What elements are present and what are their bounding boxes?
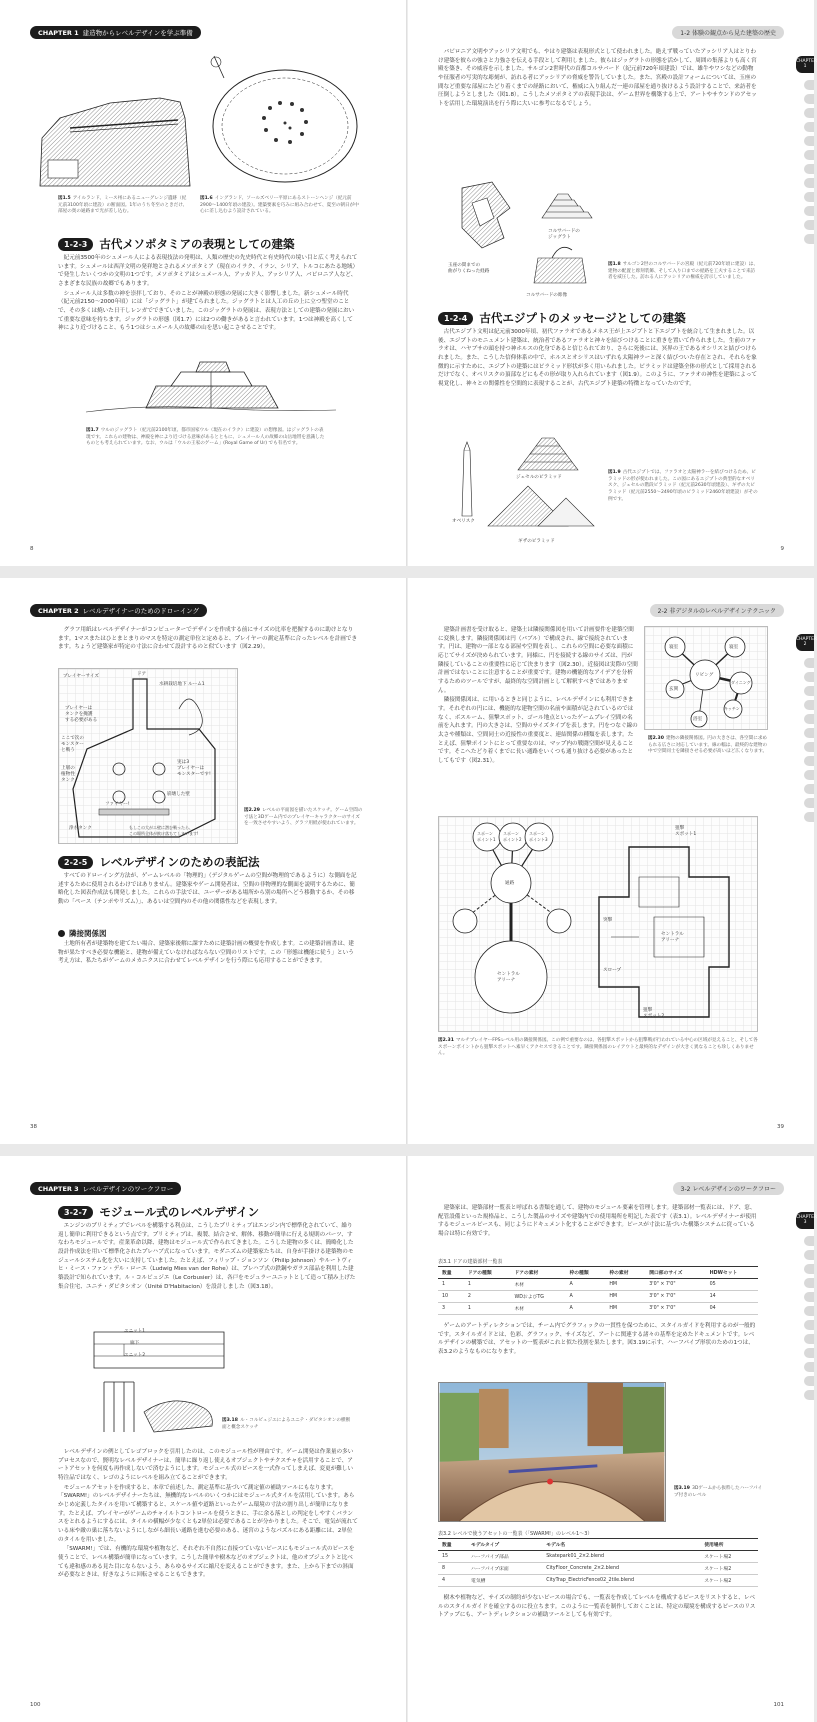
fig-2-30-node-label: ダイニング [731, 680, 751, 685]
caption-number: 図3.19 [674, 1486, 690, 1491]
body-text [438, 626, 638, 767]
table-row [438, 1279, 758, 1291]
chapter-tab[interactable]: CHAPTER 2 [796, 634, 814, 651]
fig-2-31-label: 突撃 [603, 918, 613, 923]
fig-2-30-node-label: 寝室 [729, 645, 739, 650]
table-3-1 [438, 1266, 758, 1315]
chapter-tab[interactable] [804, 672, 814, 682]
fig-2-29-sketch [58, 668, 238, 844]
page-number: 9 [780, 546, 784, 552]
caption-number: 図1.8 [608, 262, 621, 267]
paragraph: 建築計画書を受け取ると、建築士は隣接関係図を用いて計画要件を建築空間に変換します。隣接関係図は円（バブル）で構成され、線で接続されています。円は、建物の一部となる部屋や空間を表し、これらの空間に必要な面積に応じてサイズが決められています。同様に、円を接続する線のサイズは、円が隣接していることの重要性に応じて決まります（図2.30）。近接図は実際の空間計画ではないことに注意することが重要です。建物の機能的なアイデアを分析するためのツールですが、最終的な空間計画として解釈すべきではありません。 [438, 627, 638, 694]
fig-2-31-label: 通路 [505, 881, 515, 886]
chapter-tab[interactable]: CHAPTER 1 [796, 56, 814, 73]
paragraph: 土地所有者が建築物を建てたい場合、建築家後解に課すために建築計画の概要を作成します。この建築計画書は、建物が果たすべき必要な機能と、建物が備えていなければならない空間のリストです。この「形態は機能に従う」という考え方は、私たちがゲームのメカニクスに合わせてレベルデザインを行う際にも応用することができます。 [58, 941, 355, 965]
paragraph: 樹木や植物など、サイズの制約が少ないピースの場合でも、一覧表を作成してレベルを構成するピースをリストすると、レベルのスタイルガイドを確立するのに役立ちます。このように一覧表を制作しておくことは、特定の環境を構成するピースのリストアップにも、アートディレクションの補助ツールとしても有効です。 [438, 1595, 756, 1619]
fig-2-31-label: 狙撃 スポット1 [675, 826, 697, 837]
fig-3-18-illustration [84, 1322, 234, 1442]
page-number: 8 [30, 546, 34, 552]
column-header: ドアの素材 [511, 1267, 566, 1279]
chapter-tab[interactable] [804, 1236, 814, 1246]
section-title: 古代メソポタミアの表現としての建築 [99, 237, 295, 251]
table-cell: 05 [706, 1279, 758, 1291]
chapter-tab[interactable] [804, 164, 814, 174]
table-cell: CityTrap_ElectricFence02_2tile.blend [542, 1575, 700, 1587]
body-text [58, 940, 358, 967]
running-head-title: 非デジタルのレベルデザインテクニック [669, 608, 776, 615]
chapter-tab[interactable] [804, 192, 814, 202]
fig-1-7-caption [86, 428, 326, 448]
chapter-tab[interactable] [804, 742, 814, 752]
table-cell: 3'0" × 7'0" [645, 1303, 705, 1315]
column-header: 数量 [438, 1267, 464, 1279]
chapter-tab[interactable] [804, 1390, 814, 1400]
spread-3 [0, 1156, 817, 1722]
section-heading-3-2-7 [58, 1204, 259, 1220]
fig-2-31-label: 狙撃 スポット2 [643, 1008, 665, 1019]
table-cell: 3'0" × 7'0" [645, 1291, 705, 1303]
fig-2-30-node-label: 玄関 [669, 687, 679, 692]
fig-1-8-label: コルサバードの彫像 [526, 293, 568, 298]
chapter-tab[interactable] [804, 108, 814, 118]
subhead-adjacency-diagram [58, 928, 107, 939]
chapter-tab[interactable] [804, 80, 814, 90]
column-header: ドアの種類 [464, 1267, 511, 1279]
table-row [438, 1575, 758, 1587]
fig-1-6-caption [200, 196, 360, 216]
chapter-title: 建造物からレベルデザインを学ぶ準備 [82, 29, 193, 37]
paragraph: シュメール人は多数の神を崇拝しており、そのことが神殿の形態の発展に大きく影響しました。新シュメール時代（紀元前2150〜2000年頃）には「ジッグラト」が建てられました。ジッグラトとは人工の丘の上に立つ聖堂のことで、その多くは焼いた日干しレンガでできていました。このジッグラトの発展は、表現方法としての建築の発展において重要な意味を持ちます。ジッグラトの形態（図1.7）には2つの働きがあると言われています。1つは神殿を高くして神により近づけること、もう1つはシュメール人の故郷の山を思い起こさせることです。 [58, 290, 355, 332]
body-text [58, 1222, 358, 1292]
fig-2-30-bubbles [645, 627, 769, 731]
fig-2-29-label: 上層の 植物性 タンク [61, 766, 75, 783]
chapter-tab[interactable] [804, 686, 814, 696]
column-header: モデルタイプ [467, 1539, 542, 1551]
caption-number: 図2.29 [244, 808, 260, 813]
section-heading-2-2-5 [58, 854, 260, 870]
table-cell: 3'0" × 7'0" [645, 1279, 705, 1291]
table-3-2-title: 表3.2 レベルで使うアセットの一覧表（「SWARM!」のレベル1〜3） [438, 1531, 593, 1537]
table-cell: スケート場2 [700, 1551, 758, 1563]
chapter-tab[interactable] [804, 1278, 814, 1288]
fig-2-29-label: ここで次の モンスター と戦う [61, 736, 84, 753]
paragraph: 紀元前3500年のシュメール人による表現技法の発明は、人類の歴史の先史時代と有史時代の境い目と広く考えられています。シュメールは西洋文明の発祥地とされるメソポタミア（現在のイラク、イラン、シリア、トルコにあたる地域）で発生したいくつかの文明の1つです。メソポタミアはシュメール人、アッカド人、アッシリア人、バビロニア人など、さまざまな民族の故郷でもあります。 [58, 255, 358, 287]
fig-2-29-label: プレイヤーサイズ [63, 674, 99, 679]
table-cell: 04 [706, 1303, 758, 1315]
chapter-tab[interactable] [804, 1306, 814, 1316]
fig-2-30-node-label: 寝室 [669, 645, 679, 650]
caption-text: ウルのジッグラト（紀元前2100年頃、都市国家ウル（現在のイラク）に建設）の想像図。はジッグラトの表現です。これらの建物は、神殿を神により近づける意味があるとともに、シュメール人の故郷の山岳地帯を意識したものとも考えられています。なお、ウルは「ウルの王家のゲーム」(Royal Game of Ur) でも有名です。 [86, 428, 325, 447]
chapter-tab[interactable] [804, 1376, 814, 1386]
fig-3-18-caption [222, 1418, 352, 1431]
chapter-tab[interactable] [804, 1320, 814, 1330]
chapter-tab[interactable] [804, 150, 814, 160]
fig-3-18-label: ユニット1 [124, 1329, 146, 1334]
caption-text: 3Dゲームから抜粋したハーフパイプ付きのレベル [674, 1486, 763, 1498]
chapter-tab-list [804, 1236, 814, 1404]
fig-3-19-game-screenshot [438, 1382, 666, 1522]
chapter-tab[interactable] [804, 728, 814, 738]
fig-2-30-caption [648, 736, 768, 756]
fig-1-8-label: コルサバードの ジッグラト [548, 229, 580, 240]
spread-1 [0, 0, 817, 566]
chapter-tab[interactable] [804, 1292, 814, 1302]
running-head [673, 1182, 784, 1195]
chapter-tab[interactable] [804, 122, 814, 132]
chapter-tab[interactable] [804, 94, 814, 104]
table-cell: 15 [438, 1551, 467, 1563]
table-cell: HM [605, 1279, 645, 1291]
table-cell: Skatepark01_2×2.blend [542, 1551, 700, 1563]
page-38 [0, 578, 406, 1144]
running-head [650, 604, 784, 617]
fig-2-31-label: セントラル アリーナ [661, 932, 684, 943]
column-header: 枠の素材 [605, 1267, 645, 1279]
fig-1-8-caption [608, 262, 758, 282]
table-row [438, 1303, 758, 1315]
caption-number: 図1.7 [86, 428, 99, 433]
fig-1-5-caption [58, 196, 188, 216]
page-number: 38 [30, 1124, 37, 1130]
chapter-tab[interactable] [804, 1334, 814, 1344]
fig-3-18-label: 廊下 [130, 1341, 140, 1346]
caption-text: 古代エジプトでは、ファラオと太陽神ラーを結びつけるため、ピラミッドの形が使われました。この図にあるエジプトの典型的なオベリスク、ジェセルの階段ピラミッド（紀元前2630年頃建設）、ギザの大ピラミッド（紀元前2550〜2490年頃のピラミッド2460年頃建設）がその例です。 [608, 470, 758, 502]
chapter-title: レベルデザイナーのためのドローイング [82, 607, 200, 615]
table-cell: HM [605, 1291, 645, 1303]
table-cell: スケート場2 [700, 1563, 758, 1575]
fig-3-19-caption [674, 1486, 764, 1499]
table-cell: ハーフパイプ床面 [467, 1563, 542, 1575]
fig-2-30-adjacency-diagram [644, 626, 768, 730]
caption-text: アイルランド、ミース州にあるニューグレンジ遺跡（紀元前3100年頃に建設）の断面図。1年のうち冬至のときだけ、部屋の奥の通路まで光が差し込む。 [58, 196, 188, 215]
chapter-tab[interactable] [804, 658, 814, 668]
column-header: 使用場所 [700, 1539, 758, 1551]
chapter-title: レベルデザインのワークフロー [82, 1185, 174, 1193]
page-100 [0, 1156, 406, 1722]
caption-number: 図1.9 [608, 470, 621, 475]
page-9 [408, 0, 817, 566]
paragraph: 隣接関係図は、に用いるときと同じように、レベルデザインにも利用できます。それぞれの円には、機能的な建物空間の名前や面積が記されているのではなく、ボスルーム、狙撃スポット、ゴール地点といったゲームプレイ空間の名前を入れます。円の大きさは、空間のサイズタイプを表します。円をつなぐ線の太さや種類は、空間同士の近接性の重要度と、連結関係の種類を表します。たとえば、狙撃ポイントにとって重要なのは、マップ内の戦闘空間が見えることです。そこへたどり着くまでに長い通路をいくつも通り抜ける必要があったとしてもです（図2.31）。 [438, 697, 638, 764]
table-cell: 電気槽 [467, 1575, 542, 1587]
page-8 [0, 0, 406, 566]
chapter-tab[interactable] [804, 220, 814, 230]
fig-2-30-node-label: キッチン [724, 706, 740, 711]
paragraph: グラフ用紙はレベルデザイナーがコンピューターでデザインを作成する前にサイズの比率を把握するのに助けとなります。1マスまたはひとまとまりのマスを特定の測定単位と定めると、プレイヤーの測定基準に合ったレベルを計画できます。ちょうど建築家が特定の寸法に合わせて設計するのと似ています（図2.29）。 [58, 627, 358, 651]
table-row [438, 1551, 758, 1563]
table-cell: A [565, 1303, 605, 1315]
chapter-tab[interactable] [804, 798, 814, 808]
fig-2-31-label: スポーン ポイント3 [529, 831, 548, 842]
column-header: 枠の種類 [565, 1267, 605, 1279]
table-cell: ハーフパイプ部品 [467, 1551, 542, 1563]
body-text [438, 328, 758, 390]
paragraph: すべてのドローイング方法が、ゲームレベルの「物理的」（デジタルゲームの空間が物理的であるように）な側面を記述するために使用されるわけではありません。建築家やゲーム開発者は、空間の非物理的な側面を説明するために、簡略化した図表作成法も開発しました。これらの手法では、ユーザーがある場所から別の場所へどう移動するか、その移動の「ペース（テンポやリズム）」、あるいは空間内のその他の関係性などを表現します。 [58, 873, 357, 905]
table-cell: CityFloor_Concrete_2×2.blend [542, 1563, 700, 1575]
table-cell: 1 [464, 1279, 511, 1291]
caption-text: 建物の隣接関係図。円の大きさは、各空間に求められる広さに対応しています。線の幅は、最終的な建物の中で空間同士を隣接させる必要が高いほど広くなります。 [648, 736, 768, 755]
fig-2-29-label: 崩壊した壁 [167, 792, 190, 797]
running-head-title: レベルデザインのワークフロー [692, 1186, 776, 1193]
fig-2-31-adjacency-diagram [438, 816, 758, 1032]
body-text [58, 626, 358, 653]
fig-1-5-illustration [40, 58, 190, 186]
body-text [58, 872, 358, 908]
fig-2-29-label: 実は3 プレイヤーは モンスターです! [177, 760, 211, 777]
column-header: モデル名 [542, 1539, 700, 1551]
chapter-tab[interactable] [804, 700, 814, 710]
paragraph: 「SWARM!」では、有機的な環境や植物など、それぞれ不自然に直接つていないピースにもモジュール式のピースを使うことで、レベル構築が簡単になっています。こうした簡単や樹木などのオブジェクトは、他のオブジェクトと比べても違和感のある見た目にならないよう、あらゆるサイズに縮尺を変えることができます。また、上から下までの斜面が必要なときは、好きなように回転させることもできます。 [58, 1546, 355, 1579]
fig-1-9-label: オベリスク [452, 519, 475, 524]
fig-2-29-label: ファイヤー! [105, 802, 130, 807]
bullet-icon [58, 930, 65, 937]
table-cell: HM [605, 1303, 645, 1315]
caption-text: ル・コルビュジエによるユニテ・ダビタシオンの横断面と概念スケッチ [222, 1418, 351, 1430]
chapter-tab[interactable] [804, 234, 814, 244]
chapter-tab[interactable] [804, 136, 814, 146]
caption-number: 図1.5 [58, 196, 71, 201]
page-number: 100 [30, 1702, 41, 1708]
table-cell: 10 [438, 1291, 464, 1303]
table-3-2 [438, 1538, 758, 1587]
chapter-tab[interactable] [804, 1250, 814, 1260]
fig-2-29-label: 浄水タンク [69, 826, 92, 831]
fig-1-6-illustration [200, 48, 370, 188]
chapter-tab-list [804, 658, 814, 826]
fig-1-7-ziggurat-illustration [86, 352, 336, 420]
fig-2-31-label: スポーン ポイント2 [503, 831, 522, 842]
column-header: 開口部のサイズ [645, 1267, 705, 1279]
table-cell: 8 [438, 1563, 467, 1575]
section-title: 古代エジプトのメッセージとしての建築 [479, 311, 686, 325]
fig-2-29-label: プレイヤーは タンクを掩護 する必要がある [65, 706, 98, 723]
body-text [438, 48, 758, 110]
chapter-label [30, 26, 201, 39]
page-number: 39 [777, 1124, 784, 1130]
table-row [438, 1563, 758, 1575]
fig-1-8-label: 玉座の間までの 曲がりくねった経路 [448, 263, 490, 274]
chapter-tab[interactable] [804, 812, 814, 822]
fig-1-9-label: ジェセルのピラミッド [516, 475, 562, 480]
table-cell: 2 [464, 1291, 511, 1303]
fig-2-30-node-label: 浴室 [693, 717, 703, 722]
table-cell: 3 [438, 1303, 464, 1315]
table-cell: 1 [464, 1303, 511, 1315]
column-header: 数量 [438, 1539, 467, 1551]
chapter-tab[interactable] [804, 1362, 814, 1372]
running-head-number: 1-2 [680, 30, 691, 37]
paragraph: モジュールアセットを作成すると、本章で前述した、測定基準に基づいて測定値の補助ツールにもなります。「SWARM!」のレベルデザイナーたちは、無機的なレベルのいくつかにはモジュール式タイルを活用しています。あらかじめ定義したタイルを用いて構築すると、スケール値や道路といったゲーム環境の寸法の割り出しが簡単になります。たとえば、プレイヤーがゲームのチャイルトコントロールを使うときに、手に余る落としの判定をしやすくバランスをとれるようにするには、タイルの横幅が少なくとも2単位は必要であることが分かりました。そこで、電気が流れている床や敵の巣に落ちないようにしながら細長い通路を進む必要のある、迷宮のようなパズルにある距離には、2単位のタイルを用いました。 [58, 1484, 358, 1543]
paragraph: レベルデザインの例としてレゴブロックを引用したのは、このモジュール性が理由です。ゲーム開発は作業量の多いプロセスなので、賢明なレベルデザイナーは、簡単に繰り返し使えるオブジェクトやテクスチャを活用することで、アートアセットを何度も再作成しないで済むようにします。モジュール式のピースを一式作ってしまえば、変更が難しい特注品ではなく、レゴのようにレベルを組み立てることができます。 [58, 1449, 354, 1481]
fig-3-18-label: ユニット2 [124, 1353, 146, 1358]
section-heading-1-2-3 [58, 236, 295, 252]
fig-1-9-caption [608, 470, 758, 503]
table-3-1-title: 表3.1 ドアの建築部材一覧表 [438, 1259, 503, 1265]
chapter-tab[interactable] [804, 1348, 814, 1358]
section-title: レベルデザインのための表記法 [99, 855, 260, 869]
paragraph: エンジンのプリミティブでレベルを構築する利点は、こうしたプリミティブはエンジン内で標準化されていて、繰り返し簡単に利用できるという点です。プリミティブは、複製、結合させ、解体、移動が簡単に行える規則のパーツ、すなわちモジュールです。産業革命以降、建物はモジュール式で作られてきました。こうした建物の多くは、簡略化した設計作成法を用いて標準化されたプレハブ式になっています。モダニズムの建築家たちは、自身が手掛ける建築物のモジュールシステム化を大いに支持していました。たとえば、フィリップ・ジョンソン（Philip Johnson）やルートヴィヒ・ミース・ファン・デル・ローエ（Ludwig Mies van der Rohe）は、プレハブ式の鉄鋼やガラス部品を利用した建築設計で知られています。ル・コルビュジエ（Le Corbusier）は、各戸をモジュラーユニットとして造って積み上げた集合住宅、ユニテ・ダビタシオン（Unité D'Habitacion）を設計しました（図3.18）。 [58, 1223, 356, 1290]
caption-number: 図2.30 [648, 736, 664, 741]
column-header: HDWセット [706, 1267, 758, 1279]
running-head-title: 体験の観点から見た建築の歴史 [691, 30, 776, 37]
paragraph: バビロニア文明やアッシリア文明でも、やはり建築は表現形式として使われました。絶えず戦っていたアッシリア人はとりわけ建築を彼らの強さと力強さを伝える手段として利用しました。彼らはジッグラトの形態を活かして、周囲の集落よりも高く宮殿を築き、その威容を示しました。サルゴン2世時代の首都コルサバード（紀元前720年頃建設）では、雄牛やワシなどの動物や征服者の写実的な彫刻が、訪れる者にアッシリアの脅威を警告していました。また、宮殿の設計フォームについては、玉座の間など重要な部屋にたどり着くまでの経路において、権威に入り組んだ一連の部屋を通り抜けるよう設計することで、来訪者を圧倒しようとしました（図1.8）。こうしたメソポタミアの表現手法は、ゲーム世界を構築する上で、アートやサウンドのアセットを活用した環境演出を行う際に大いに参考になるでしょう。 [438, 49, 757, 107]
chapter-tab[interactable]: CHAPTER 3 [796, 1212, 814, 1229]
chapter-label [30, 604, 207, 617]
caption-number: 図1.6 [200, 196, 213, 201]
body-text [438, 1594, 758, 1621]
table-cell: 木材 [511, 1303, 566, 1315]
chapter-tab[interactable] [804, 756, 814, 766]
subhead-title: 隣接関係図 [69, 929, 107, 938]
table-row [438, 1291, 758, 1303]
table-cell: スケート場2 [700, 1575, 758, 1587]
table-cell: 1 [438, 1279, 464, 1291]
chapter-tab[interactable] [804, 784, 814, 794]
chapter-tab[interactable] [804, 178, 814, 188]
fig-2-31-bubbles [439, 817, 759, 1033]
body-text [438, 1204, 758, 1240]
table-cell: A [565, 1291, 605, 1303]
chapter-tab[interactable] [804, 714, 814, 724]
caption-text: サルゴン2世のコルサバードの宮殿（紀元前720年頃に建設）は、建物の配置と彫刻装飾、そして入り口までの経路を工夫することで来訪者を威圧した。訪れる人にアッシリアの権威を誇示していました。 [608, 262, 758, 281]
caption-text: イングランド、ソールズベリー平原にあるストーンヘンジ（紀元前2900〜1400年頃の建設）。建築要素を巧みに組み合わせて、夏至の朝日が中心に差し込むよう設計されている。 [200, 196, 359, 215]
spread-2 [0, 578, 817, 1144]
table-cell: 14 [706, 1291, 758, 1303]
running-head-number: 2-2 [657, 608, 668, 615]
chapter-tag: CHAPTER 2 [38, 607, 79, 615]
fig-1-9-label: ギザのピラミッド [518, 539, 555, 544]
running-head-number: 3-2 [680, 1186, 691, 1193]
body-text [58, 1448, 358, 1581]
body-text [58, 254, 358, 334]
table-cell: 木材 [511, 1279, 566, 1291]
section-number: 1-2-3 [58, 238, 93, 251]
chapter-label [30, 1182, 181, 1195]
table-cell: WDおよびTG [511, 1291, 566, 1303]
section-heading-1-2-4 [438, 310, 686, 326]
caption-number: 図3.18 [222, 1418, 238, 1423]
body-text [438, 1322, 758, 1358]
caption-text: レベルの平面図を描いたスケッチ。ゲーム空間の寸法と3Dゲーム内でのプレイヤーキャラクターのサイズを一致させやすいよう、グラフ用紙が使われています。 [244, 808, 363, 827]
chapter-tag: CHAPTER 1 [38, 29, 79, 37]
fig-2-29-plan-drawing [59, 669, 239, 845]
table-header-row [438, 1267, 758, 1279]
fig-2-31-caption [438, 1038, 758, 1058]
page-101 [408, 1156, 817, 1722]
paragraph: ゲームのアートディレクションでは、チーム内でグラフィックの一貫性を保つために、スタイルガイドを利用するのが一般的です。スタイルガイドとは、色彩、グラフィック、サイズなど、アートに関連する諸々の基準を定めたドキュメントです。レベルデザインの構築では、アセットの一覧表がこれと似た役割を果たします。図3.19に示す、ハーフパイプ形状のための1つは、表3.2のようなものになります。 [438, 1323, 756, 1355]
running-head [672, 26, 784, 39]
chapter-tab[interactable] [804, 1264, 814, 1274]
fig-2-29-label: もしこの大がエ壁に潜む戦ったら、 この場所全体が飲け落ちてしまいます! [129, 825, 199, 836]
chapter-tag: CHAPTER 3 [38, 1185, 79, 1193]
fig-2-30-node-label: リビング [695, 673, 714, 678]
table-cell: A [565, 1279, 605, 1291]
table-header-row [438, 1539, 758, 1551]
chapter-tab[interactable] [804, 206, 814, 216]
section-number: 1-2-4 [438, 312, 473, 325]
fig-2-31-label: セントラル アリーナ [497, 972, 520, 983]
chapter-tab-list [804, 80, 814, 248]
table-cell: 4 [438, 1575, 467, 1587]
chapter-tab[interactable] [804, 770, 814, 780]
page-number: 101 [773, 1702, 784, 1708]
fig-2-29-label: ドア [137, 672, 147, 677]
caption-number: 図2.31 [438, 1038, 454, 1043]
paragraph: 古代エジプト文明は紀元前3000年頃、初代ファラオであるメネス王が上エジプトと下エジプトを統合して生まれました。以後、エジプトのモニュメント建築は、統治者であるファラオと神々を結びつけることに重きを置いて作られました。生前のファラオは、ハヤブサの頭を持つ神ホルスの化身であると信じられており、さらに死後には、冥界の王であるオシリスと結びつけられました。また、こうした信仰体系の中で、ホルスとオシリスはいずれも太陽神ラーと深く結びついた存在とされ、それらを象徴的に示すために、エジプトの建築にはピラミッド形状が多く用いられました。ピラミッドは建築全体の形式として採用されるだけでなく、オベリスクの頂部などにもその形が取り入れられています（図1.9）。このように、ファラオの神性を建築によって視覚化し、神々との関係性を空間的に表現することが、古代エジプト建築の特徴となっていたのです。 [438, 329, 758, 387]
section-number: 3-2-7 [58, 1206, 93, 1219]
section-title: モジュール式のレベルデザイン [99, 1205, 260, 1219]
section-number: 2-2-5 [58, 856, 93, 869]
paragraph: 建築家は、建築部材一覧表と呼ばれる書類を通して、建物のモジュール要素を管理します。建築部材一覧表には、ドア、窓、配管設備といった規格品と、こうした製品のサイズや建築内での使用場所を明記した表です（表3.1）。レベルデザイナーが使用するモジュールピースも、同じようにドキュメント化することができます。ピースが寸法に基づいた構築システムに従っている場合は特に有効です。 [438, 1205, 757, 1237]
fig-2-31-label: スポーン ポイント1 [477, 831, 496, 842]
fig-2-31-label: スロープ [603, 968, 622, 973]
caption-text: マルチプレイヤーFPSレベル用の隣接関係図。この例で重要なのは、各狙撃スポットから狙撃戦が行われている中心の区域が見えること、そして各スポーンポイントから狙撃スポットへ素早くアクセスできることです。隣接関係図のレイアウトと最終的なデザインが大きく異なることも珍しくありません。 [438, 1038, 758, 1057]
fig-2-29-label: 水耕栽培地下 ルーム1 [159, 682, 205, 687]
fig-2-29-caption [244, 808, 364, 828]
page-39 [408, 578, 817, 1144]
